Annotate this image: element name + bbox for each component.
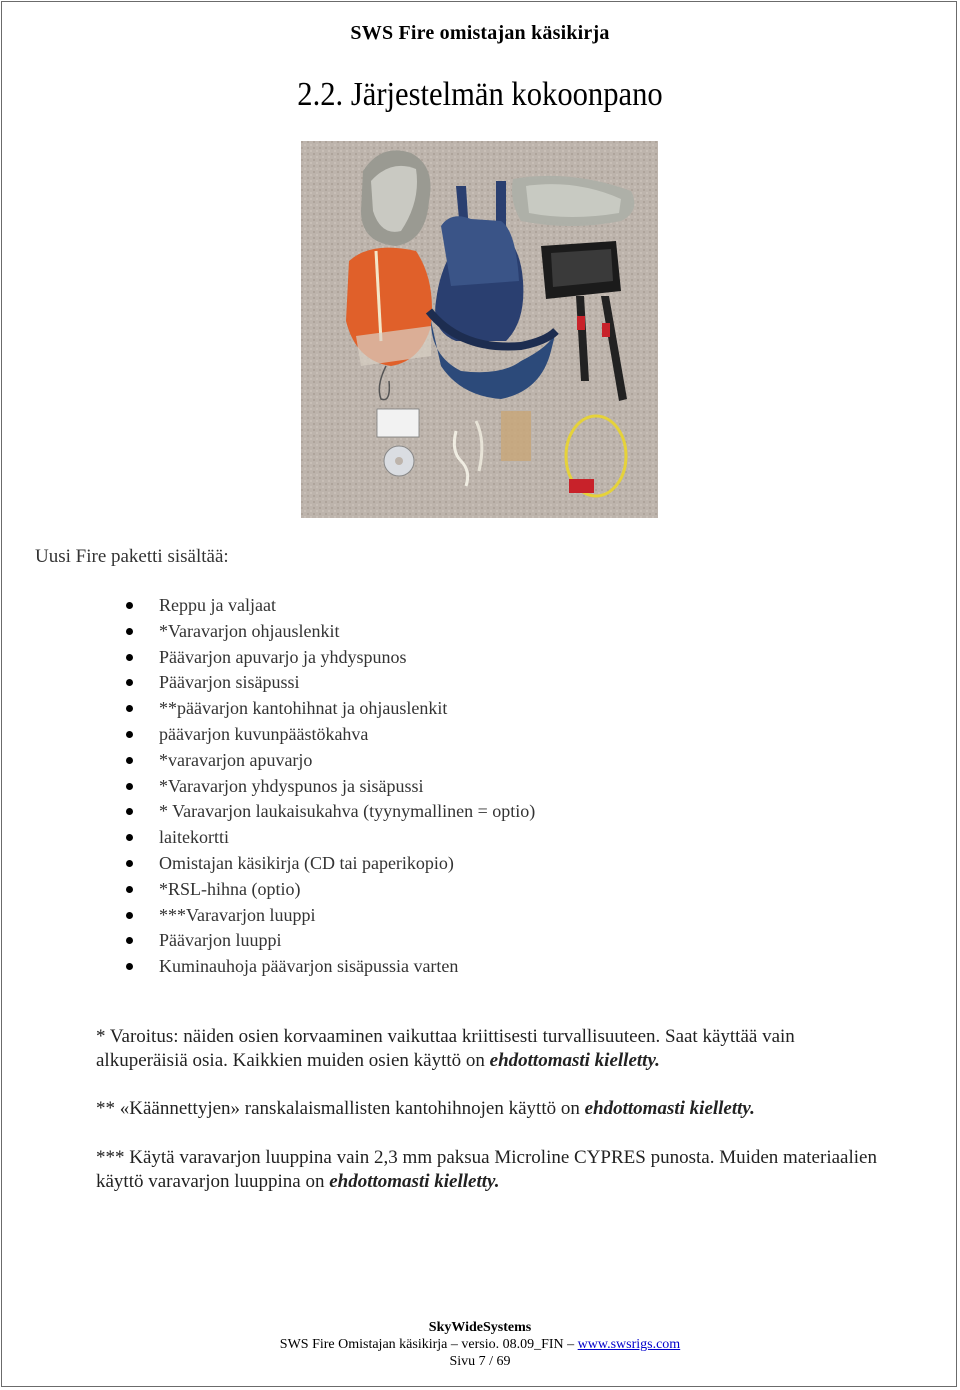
emphasis-text: ehdottomasti kielletty. xyxy=(584,1098,755,1119)
list-item: Omistajan käsikirja (CD tai paperikopio) xyxy=(126,851,535,877)
page-number: Sivu 7 / 69 xyxy=(449,1354,511,1369)
bullet-icon xyxy=(126,705,133,712)
website-link[interactable]: www.swsrigs.com xyxy=(577,1337,681,1352)
warning-note: * Varoitus: näiden osien korvaaminen vaikuttaa kriittisesti turvallisuuteen. Saat käyttää vain alkuperäisiä osia. Kaikkien muiden osien käyttö on ehdottomasti kielletty. xyxy=(96,1026,795,1071)
bullet-icon xyxy=(126,628,133,635)
list-item: *RSL-hihna (optio) xyxy=(126,877,535,903)
list-item: **päävarjon kantohihnat ja ohjauslenkit xyxy=(126,696,535,722)
riser-note: ** «Käännettyjen» ranskalaismallisten kantohihnojen käyttö on ehdottomasti kielletty. xyxy=(96,1098,755,1119)
equipment-photo xyxy=(301,141,658,518)
bullet-icon xyxy=(126,808,133,815)
bullet-icon xyxy=(126,886,133,893)
emphasis-text: ehdottomasti kielletty. xyxy=(329,1171,500,1192)
bullet-icon xyxy=(126,783,133,790)
footer-doc-line: SWS Fire Omistajan käsikirja – versio. 08.09_FIN – www.swsrigs.com xyxy=(279,1337,681,1352)
list-item: laitekortti xyxy=(126,825,535,851)
list-item: Päävarjon apuvarjo ja yhdyspunos xyxy=(126,645,535,671)
bullet-icon xyxy=(126,679,133,686)
list-item: *Varavarjon yhdyspunos ja sisäpussi xyxy=(126,774,535,800)
section-heading: 2.2. Järjestelmän kokoonpano xyxy=(297,76,663,113)
bullet-icon xyxy=(126,757,133,764)
bullet-icon xyxy=(126,602,133,609)
bullet-icon xyxy=(126,937,133,944)
bullet-icon xyxy=(126,834,133,841)
list-item: *Varavarjon ohjauslenkit xyxy=(126,619,535,645)
intro-text: Uusi Fire paketti sisältää: xyxy=(35,546,229,567)
bullet-icon xyxy=(126,963,133,970)
list-item: päävarjon kuvunpäästökahva xyxy=(126,722,535,748)
list-item: * Varavarjon laukaisukahva (tyynymallinen = optio) xyxy=(126,799,535,825)
bullet-icon xyxy=(126,860,133,867)
document-header: SWS Fire omistajan käsikirja xyxy=(350,22,610,44)
emphasis-text: ehdottomasti kielletty. xyxy=(489,1050,660,1071)
bullet-icon xyxy=(126,912,133,919)
list-item: Päävarjon luuppi xyxy=(126,928,535,954)
list-item: Kuminauhoja päävarjon sisäpussia varten xyxy=(126,954,535,980)
list-item: ***Varavarjon luuppi xyxy=(126,903,535,929)
list-item: Päävarjon sisäpussi xyxy=(126,670,535,696)
list-item: Reppu ja valjaat xyxy=(126,593,535,619)
bullet-icon xyxy=(126,731,133,738)
list-item: *varavarjon apuvarjo xyxy=(126,748,535,774)
contents-list xyxy=(126,593,535,980)
bullet-icon xyxy=(126,654,133,661)
footer-company: SkyWideSystems xyxy=(428,1320,532,1335)
loop-note: *** Käytä varavarjon luuppina vain 2,3 mm paksua Microline CYPRES punosta. Muiden materiaalien käyttö varavarjon luuppina on ehdottomasti kielletty. xyxy=(96,1147,877,1192)
